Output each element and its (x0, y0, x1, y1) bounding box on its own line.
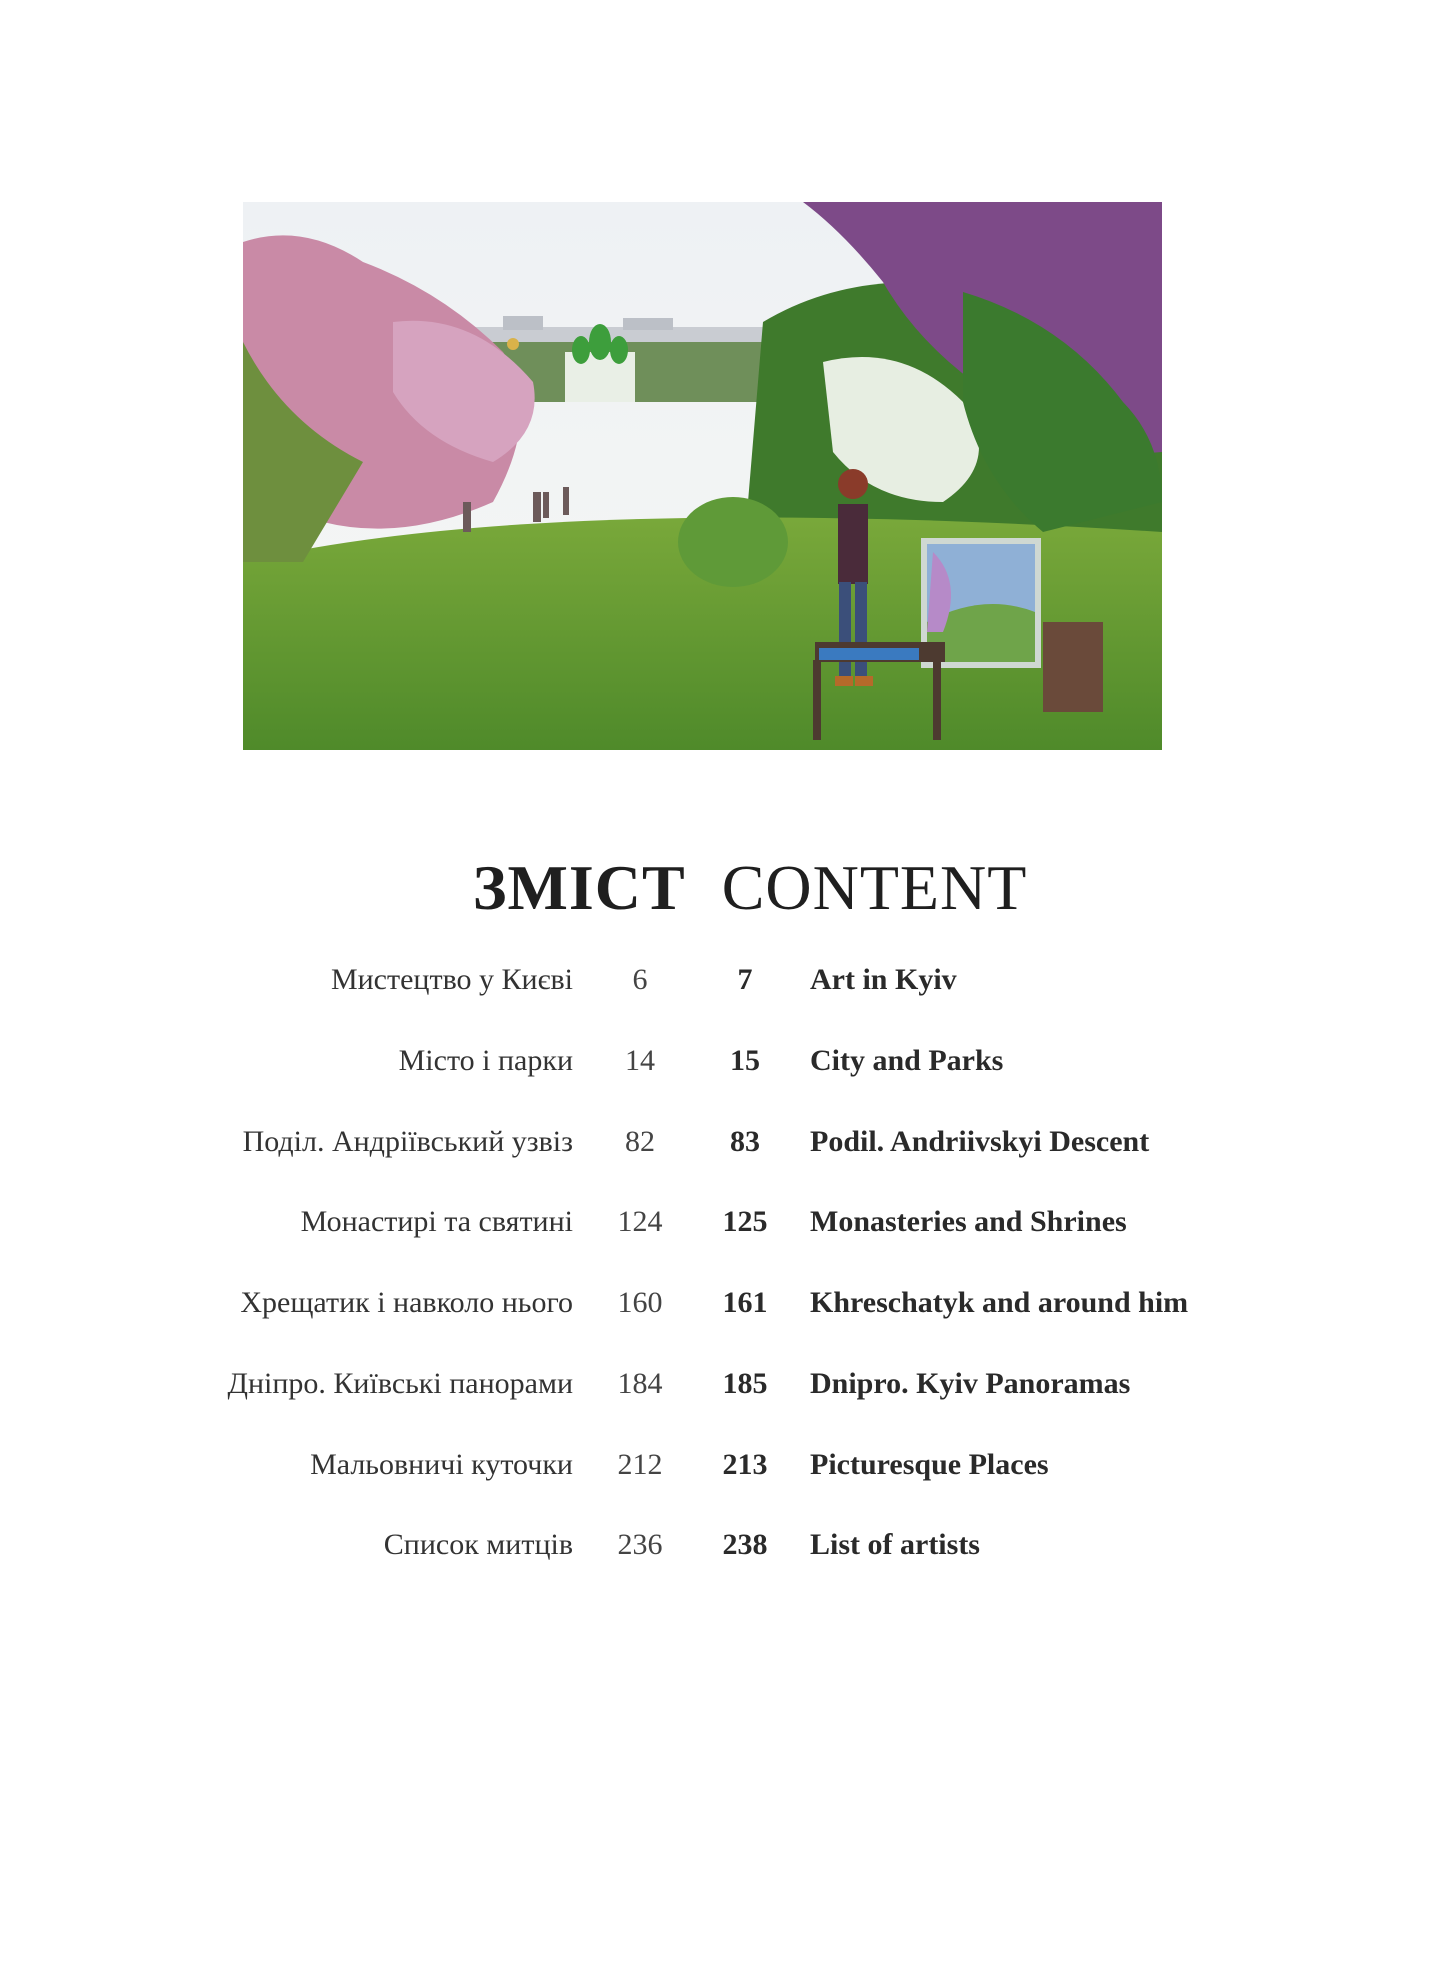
uk-chapter-title: Місто і парки (398, 1044, 573, 1077)
uk-page-number: 124 (617, 1205, 663, 1238)
toc-row (0, 1031, 1433, 1091)
en-chapter-title: Picturesque Places (810, 1448, 1049, 1481)
uk-page-number: 160 (617, 1286, 663, 1319)
cover-photo-park-painter (243, 202, 1162, 750)
heading-ukrainian: ЗМІСТ (472, 852, 686, 923)
toc-row (0, 1112, 1433, 1172)
heading-english: CONTENT (721, 852, 1028, 923)
en-chapter-title: Podil. Andriivskyi Descent (810, 1125, 1150, 1158)
toc-row (0, 950, 1433, 1010)
toc-row (0, 1435, 1433, 1495)
en-page-number: 83 (730, 1125, 760, 1158)
uk-page-number: 82 (625, 1125, 655, 1158)
uk-chapter-title: Мистецтво у Києві (330, 963, 573, 996)
en-chapter-title: Art in Kyiv (810, 963, 957, 996)
en-page-number: 15 (730, 1044, 760, 1077)
photo-illustration (243, 202, 1162, 750)
toc-row (0, 1515, 1433, 1575)
uk-chapter-title: Хрещатик і навколо нього (240, 1286, 573, 1319)
uk-chapter-title: Список митців (383, 1528, 573, 1561)
toc-row (0, 1273, 1433, 1333)
uk-chapter-title: Монастирі та святині (300, 1205, 573, 1238)
contents-heading (0, 848, 1433, 928)
toc-row (0, 1354, 1433, 1414)
en-chapter-title: Dnipro. Kyiv Panoramas (810, 1367, 1131, 1400)
uk-chapter-title: Мальовничі куточки (310, 1448, 573, 1481)
en-page-number: 213 (722, 1448, 768, 1481)
en-chapter-title: Khreschatyk and around him (810, 1286, 1189, 1319)
en-page-number: 125 (722, 1205, 768, 1238)
en-page-number: 7 (737, 963, 753, 996)
en-page-number: 161 (722, 1286, 768, 1319)
uk-chapter-title: Дніпро. Київські панорами (227, 1367, 573, 1400)
uk-page-number: 6 (632, 963, 648, 996)
en-chapter-title: Monasteries and Shrines (810, 1205, 1127, 1238)
uk-chapter-title: Поділ. Андріївський узвіз (242, 1125, 573, 1158)
uk-page-number: 212 (617, 1448, 663, 1481)
uk-page-number: 184 (617, 1367, 663, 1400)
en-page-number: 185 (722, 1367, 768, 1400)
uk-page-number: 236 (617, 1528, 663, 1561)
en-chapter-title: City and Parks (810, 1044, 1004, 1077)
en-chapter-title: List of artists (810, 1528, 980, 1561)
toc-row (0, 1192, 1433, 1252)
uk-page-number: 14 (625, 1044, 655, 1077)
en-page-number: 238 (722, 1528, 768, 1561)
